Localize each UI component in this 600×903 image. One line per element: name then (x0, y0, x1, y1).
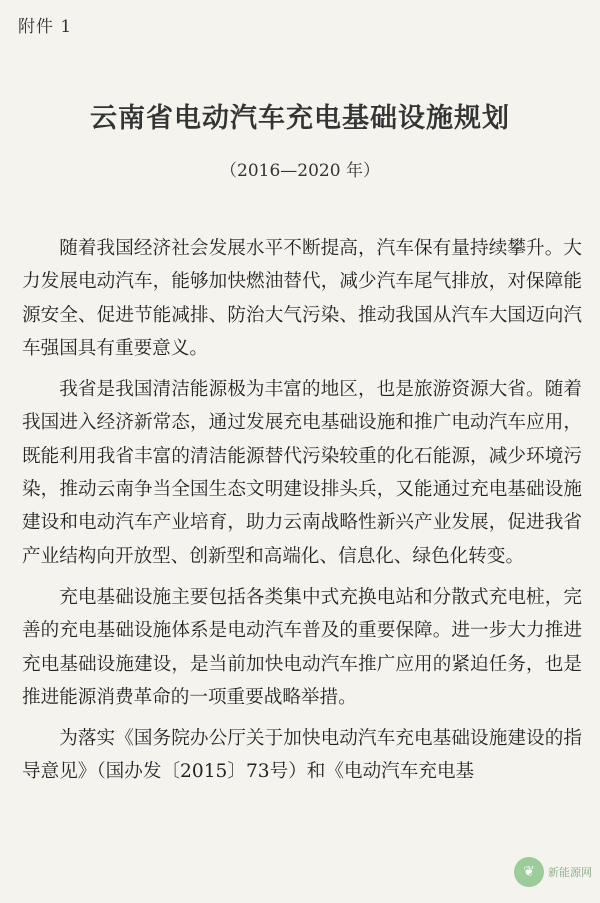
attachment-label: 附件 1 (18, 17, 73, 37)
paragraph-2: 我省是我国清洁能源极为丰富的地区，也是旅游资源大省。随着我国进入经济新常态，通过发展充电基础设施和推广电动汽车应用，既能利用我省丰富的清洁能源替代污染较重的化石能源，减少环境污染，推动云南争当全国生态文明建设排头兵，又能通过充电基础设施建设和电动汽车产业培育，助力云南战略性新兴产业发展，促进我省产业结构向开放型、创新型和高端化、信息化、绿色化转变。 (22, 379, 582, 567)
paragraph-3: 充电基础设施主要包括各类集中式充换电站和分散式充电桩，完善的充电基础设施体系是电动汽车普及的重要保障。进一步大力推进充电基础设施建设，是当前加快电动汽车推广应用的紧迫任务，也是推进能源消费革命的一项重要战略举措。 (22, 586, 582, 708)
document-subtitle: （2016—2020 年） (220, 161, 380, 181)
leaf-logo-icon: ❦ (514, 857, 544, 887)
watermark (514, 857, 592, 887)
watermark-text: 新能源网 (548, 865, 592, 879)
document-title: 云南省电动汽车充电基础设施规划 (90, 103, 510, 134)
document-body (22, 232, 582, 797)
paragraph-4: 为落实《国务院办公厅关于加快电动汽车充电基础设施建设的指导意见》（国办发〔2015〕73号）和《电动汽车充电基 (22, 728, 582, 783)
paragraph-1: 随着我国经济社会发展水平不断提高，汽车保有量持续攀升。大力发展电动汽车，能够加快燃油替代，减少汽车尾气排放，对保障能源安全、促进节能减排、防治大气污染、推动我国从汽车大国迈向汽车强国具有重要意义。 (22, 238, 582, 359)
